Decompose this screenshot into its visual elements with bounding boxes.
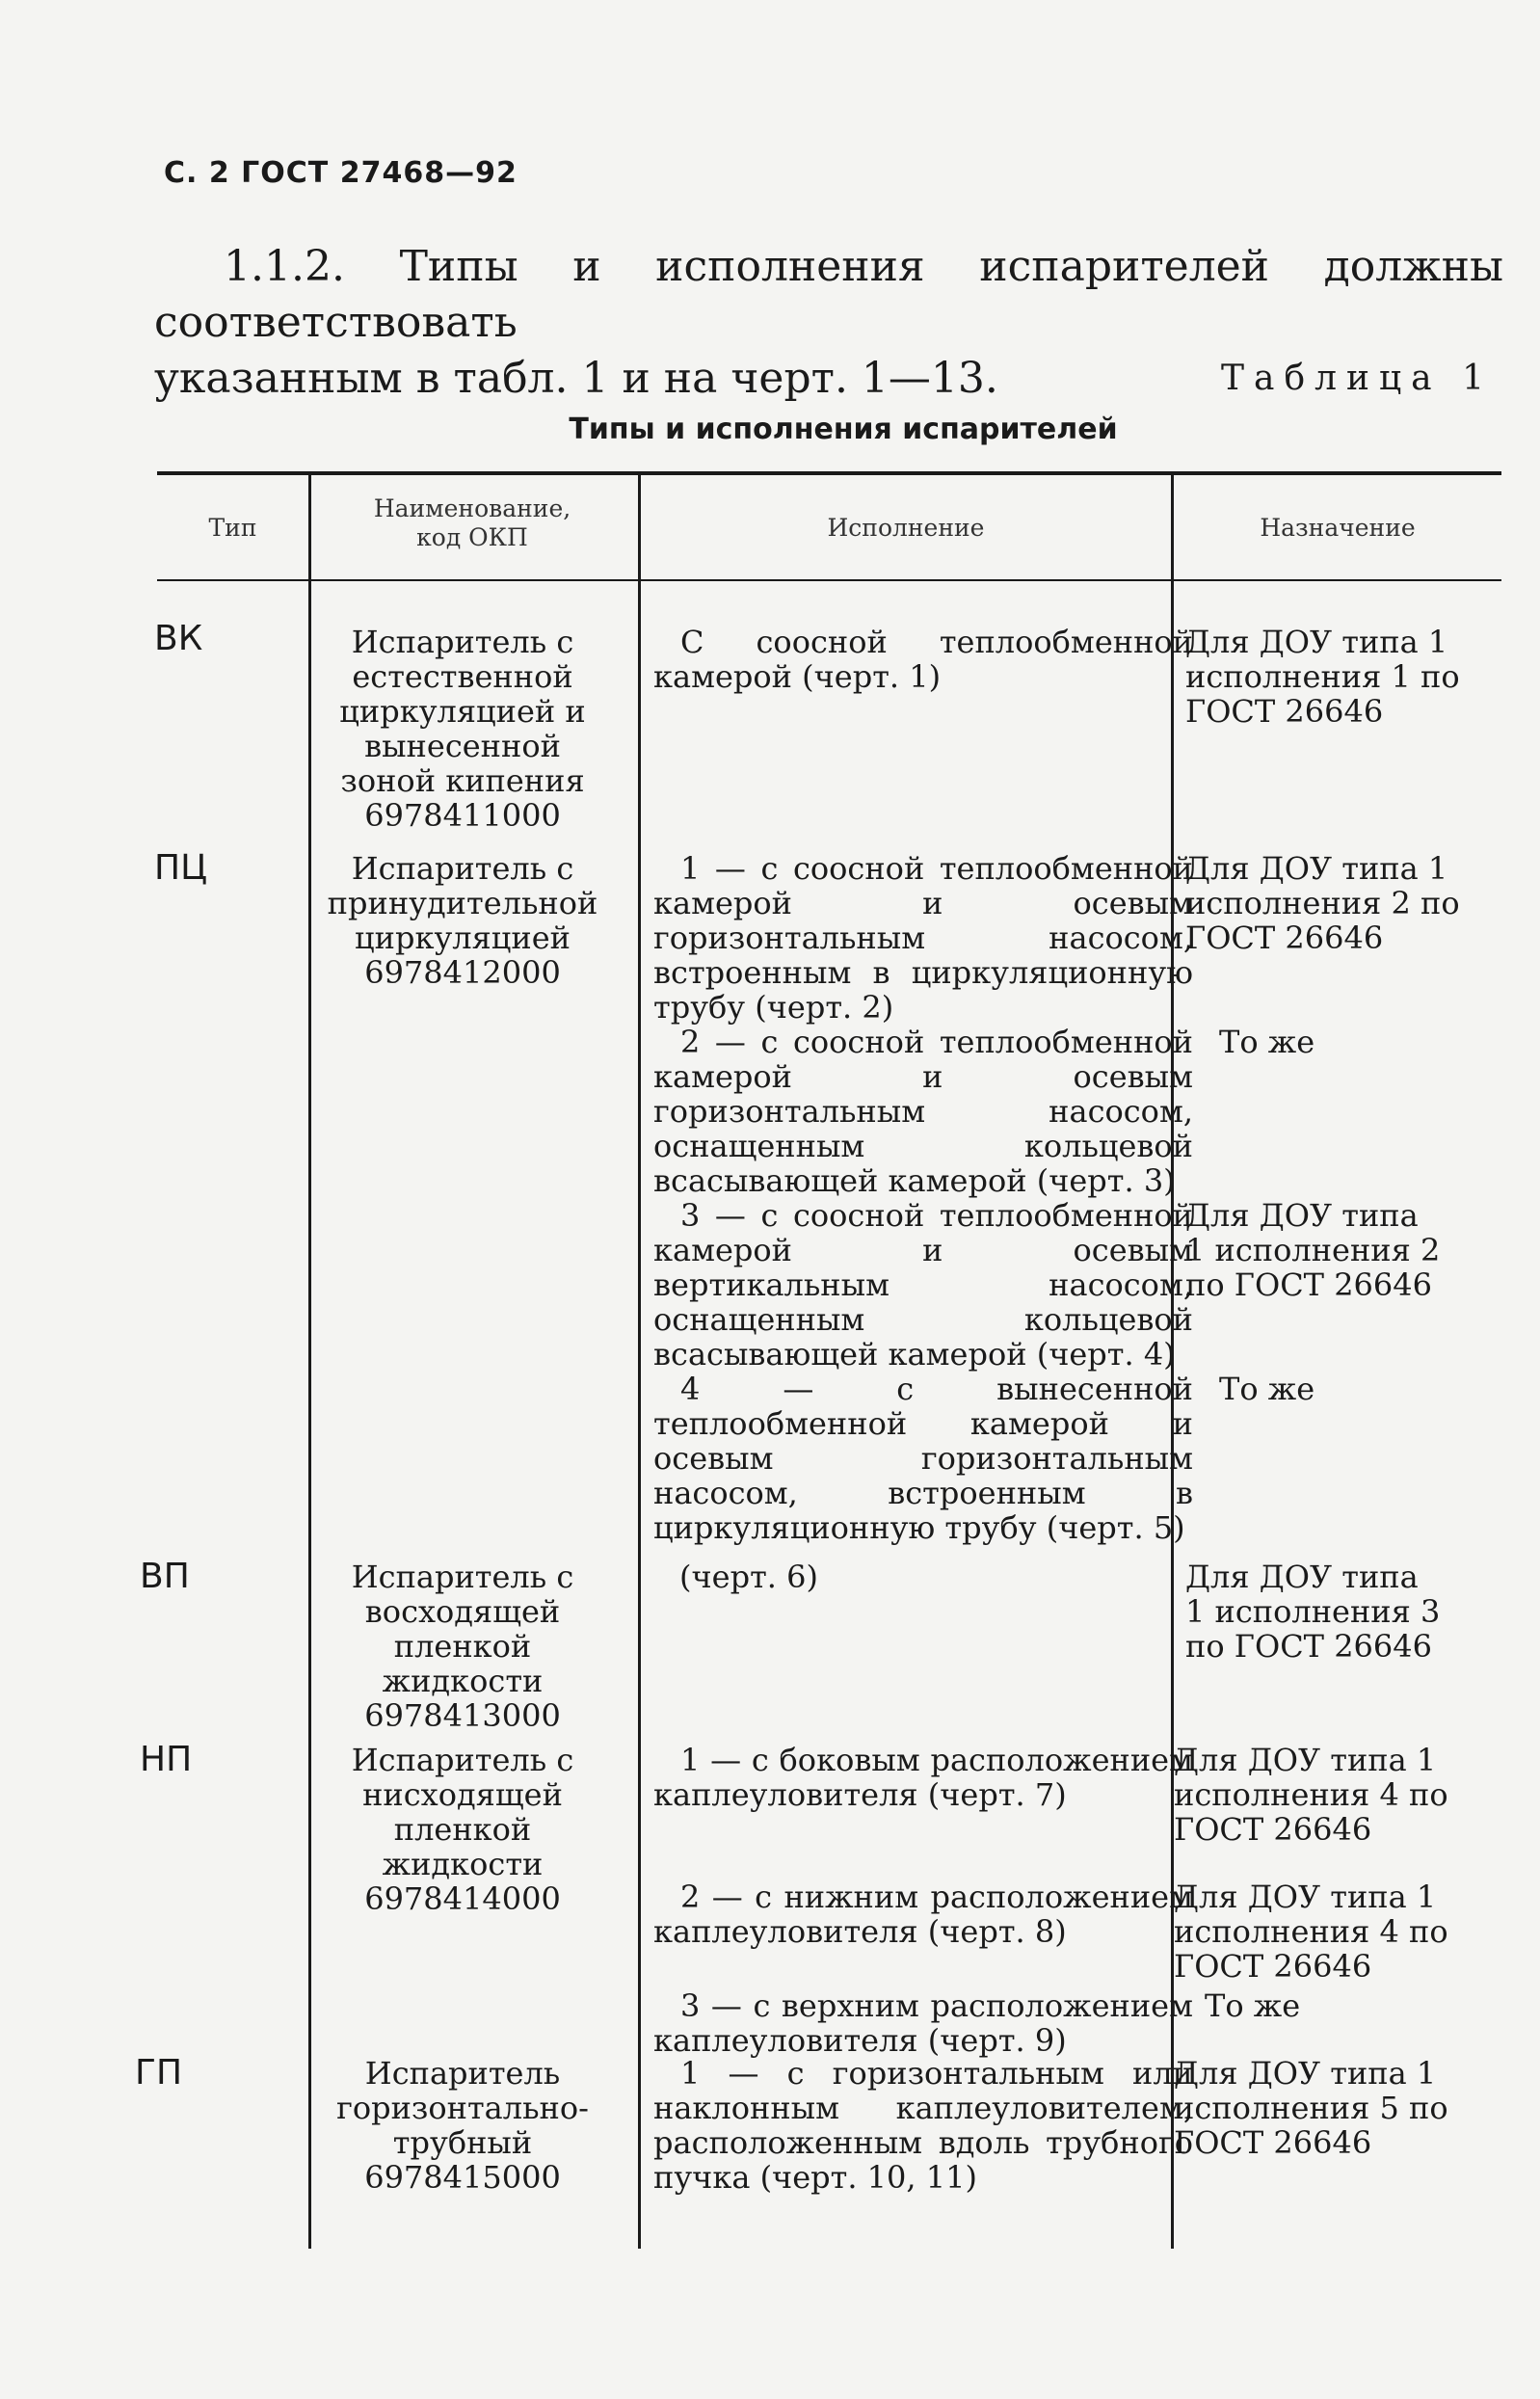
row-type-vp: ВП	[140, 1557, 190, 1596]
row-purpose-np-3: То же	[1205, 1987, 1301, 2024]
row-purpose-pc-1: Для ДОУ типа 1 исполнения 2 по ГОСТ 26646	[1185, 850, 1460, 956]
row-purpose-np-1: Для ДОУ типа 1 исполнения 4 по ГОСТ 26646	[1174, 1742, 1448, 1848]
row-type-vk: ВК	[154, 619, 203, 658]
column-header-purpose: Назначение	[1260, 514, 1416, 542]
row-purpose-gp-1: Для ДОУ типа 1 исполнения 5 по ГОСТ 26646	[1174, 2055, 1448, 2161]
row-execution-vk-1: С соосной теплообменной камерой (черт. 1)	[653, 624, 1193, 695]
row-execution-np-2: 2 — с нижним расположением каплеуловителя (черт. 8)	[653, 1879, 1193, 1950]
table-top-rule	[157, 471, 1501, 475]
page-header: С. 2 ГОСТ 27468—92	[164, 156, 518, 190]
column-divider-2	[638, 475, 641, 2249]
row-purpose-vp-1: Для ДОУ типа 1 исполнения 3 по ГОСТ 26646	[1185, 1559, 1441, 1665]
row-type-pc: ПЦ	[154, 848, 208, 888]
row-execution-pc-4: 4 — с вынесенной теплообменной камерой и осевым горизонтальным насосом, встроенным в циркуляционную трубу (черт. 5)	[653, 1371, 1193, 1546]
row-execution-np-3: 3 — с верхним расположением каплеуловителя (черт. 9)	[653, 1987, 1193, 2059]
row-execution-np-1: 1 — с боковым расположением каплеуловителя (черт. 7)	[653, 1742, 1193, 1813]
row-purpose-vk-1: Для ДОУ типа 1 исполнения 1 по ГОСТ 26646	[1185, 624, 1460, 730]
column-header-name: Наименование, код ОКП	[373, 494, 571, 551]
row-name-vp: Испаритель с восходящей пленкой жидкости 6978413000	[351, 1559, 574, 1734]
table-title: Типы и исполнения испарителей	[569, 413, 1118, 446]
table-header-rule	[157, 579, 1501, 581]
row-name-pc: Испаритель с принудительной циркуляцией 6978412000	[327, 850, 598, 991]
row-execution-vp-1: (черт. 6)	[679, 1559, 818, 1595]
row-execution-gp-1: 1 — с горизонтальным или наклонным каплеуловителем, расположенным вдоль трубного пучка (черт. 10, 11)	[653, 2055, 1193, 2196]
column-divider-1	[308, 475, 311, 2249]
row-execution-pc-3: 3 — с соосной теплообменной камерой и осевым вертикальным насосом, оснащенным кольцевой всасывающей камерой (черт. 4)	[653, 1197, 1193, 1373]
row-name-vk: Испаритель с естественной циркуляцией и вынесенной зоной кипения 6978411000	[339, 624, 586, 834]
row-purpose-pc-2: То же	[1219, 1024, 1315, 1060]
row-execution-pc-1: 1 — с соосной теплообменной камерой и осевым горизонтальным насосом, встроенным в циркуляционную трубу (черт. 2)	[653, 850, 1193, 1026]
row-name-gp: Испаритель горизонтально-трубный 6978415000	[336, 2055, 589, 2196]
row-purpose-pc-4: То же	[1219, 1371, 1315, 1407]
paragraph-line-2: указанным в табл. 1 и на черт. 1—13.	[154, 354, 998, 403]
row-type-np: НП	[140, 1740, 193, 1779]
row-purpose-np-2: Для ДОУ типа 1 исполнения 4 по ГОСТ 26646	[1174, 1879, 1448, 1985]
table-label: Таблица 1	[1221, 359, 1494, 398]
column-header-execution: Исполнение	[827, 514, 985, 542]
row-execution-pc-2: 2 — с соосной теплообменной камерой и осевым горизонтальным насосом, оснащенным кольцевой всасывающей камерой (черт. 3)	[653, 1024, 1193, 1199]
paragraph-line-1: 1.1.2. Типы и исполнения испарителей должны соответствовать	[154, 242, 1503, 347]
row-type-gp: ГП	[135, 2053, 183, 2092]
row-name-np: Испаритель с нисходящей пленкой жидкости 6978414000	[351, 1742, 574, 1917]
column-header-type: Тип	[208, 514, 257, 542]
row-purpose-pc-3: Для ДОУ типа 1 исполнения 2 по ГОСТ 26646	[1185, 1197, 1441, 1303]
